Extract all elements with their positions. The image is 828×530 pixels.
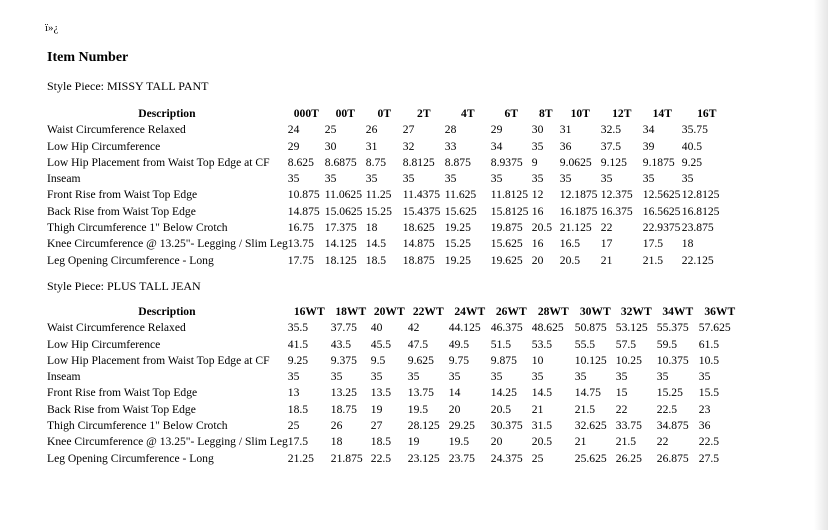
measurement-value: 17 <box>600 237 613 251</box>
measurement-value: 19 <box>370 402 383 416</box>
measurement-value: 21.5 <box>615 435 637 449</box>
measurement-value: 10.875 <box>287 188 320 202</box>
measurement-value: 19.5 <box>448 435 470 449</box>
column-header-size: 2T <box>417 107 431 120</box>
column-header-size: 18WT <box>335 305 367 318</box>
measurement-value: 29.25 <box>448 419 475 433</box>
measurement-value: 19.875 <box>490 221 523 235</box>
measurement-value: 44.125 <box>448 321 481 335</box>
measurement-value: 8.9375 <box>490 155 523 169</box>
column-header-size: 6T <box>504 107 519 120</box>
measurement-value: 12 <box>531 188 544 202</box>
measurement-value: 35.5 <box>287 321 309 335</box>
column-header-size: 12T <box>612 107 632 120</box>
table-row <box>46 171 732 187</box>
measurement-value: 49.5 <box>448 337 470 351</box>
table-row <box>46 369 741 385</box>
column-header-size: 16WT <box>293 305 325 318</box>
measurement-value: 25.625 <box>574 451 607 465</box>
measurement-value: 24 <box>287 123 300 137</box>
measurement-label: Leg Opening Circumference - Long <box>47 451 214 465</box>
measurement-value: 16.1875 <box>559 204 598 218</box>
measurement-value: 16 <box>531 237 544 251</box>
measurement-value: 15.5 <box>698 386 720 400</box>
measurement-value: 22.125 <box>681 253 714 267</box>
measurement-value: 29 <box>490 123 503 137</box>
measurement-value: 21.5 <box>574 402 596 416</box>
measurement-value: 12.1875 <box>559 188 598 202</box>
column-header-size: 0T <box>377 107 392 120</box>
measurement-value: 15.625 <box>490 237 523 251</box>
measurement-value: 31 <box>365 139 378 153</box>
table-row <box>46 418 741 434</box>
measurement-value: 12.375 <box>600 188 633 202</box>
measurement-value: 19 <box>407 435 420 449</box>
measurement-value: 55.375 <box>656 321 689 335</box>
measurement-value: 9.75 <box>448 353 470 367</box>
measurement-value: 35 <box>681 172 694 186</box>
measurement-value: 11.625 <box>444 188 477 202</box>
table-row <box>46 385 741 401</box>
measurement-value: 11.8125 <box>490 188 529 202</box>
table-row <box>46 320 741 336</box>
measurement-value: 35 <box>330 370 343 384</box>
measurement-value: 26.875 <box>656 451 689 465</box>
measurement-value: 22 <box>600 221 613 235</box>
measurement-label: Front Rise from Waist Top Edge <box>47 188 198 202</box>
measurement-value: 57.625 <box>698 321 731 335</box>
column-header-size: 000T <box>293 107 319 120</box>
table-header-row <box>46 304 741 320</box>
measurement-label: Inseam <box>47 370 81 384</box>
measurement-value: 9 <box>531 155 538 169</box>
measurement-value: 33 <box>444 139 457 153</box>
table-row <box>46 204 732 220</box>
measurement-value: 30 <box>324 139 337 153</box>
measurement-label: Inseam <box>47 172 81 186</box>
measurement-value: 26.25 <box>615 451 642 465</box>
measurement-value: 23 <box>698 402 711 416</box>
measurement-value: 50.875 <box>574 321 607 335</box>
measurement-value: 18.625 <box>402 221 435 235</box>
measurement-value: 27.5 <box>698 451 720 465</box>
measurement-value: 14.75 <box>574 386 601 400</box>
measurement-value: 35 <box>490 172 503 186</box>
measurement-value: 13.75 <box>287 237 314 251</box>
measurement-value: 13.5 <box>370 386 392 400</box>
measurement-value: 17.75 <box>287 253 314 267</box>
measurement-value: 22 <box>615 402 628 416</box>
measurement-value: 9.25 <box>287 353 309 367</box>
measurement-value: 35 <box>574 370 587 384</box>
measurement-value: 46.375 <box>490 321 523 335</box>
measurement-value: 19.25 <box>444 221 471 235</box>
table-row <box>46 220 732 236</box>
table-row <box>46 402 741 418</box>
measurement-value: 8.625 <box>287 155 314 169</box>
measurement-value: 13 <box>287 386 300 400</box>
column-header-size: 34WT <box>662 305 694 318</box>
measurement-value: 32.5 <box>600 123 622 137</box>
measurement-value: 45.5 <box>370 337 392 351</box>
measurement-value: 35 <box>615 370 628 384</box>
measurement-value: 19.625 <box>490 253 523 267</box>
measurement-value: 14 <box>448 386 461 400</box>
column-header-size: 4T <box>461 107 475 120</box>
spec-table-missy-tall-pant <box>46 106 732 269</box>
measurement-value: 15.4375 <box>402 204 441 218</box>
table-header-row <box>46 106 732 122</box>
measurement-value: 16 <box>531 204 544 218</box>
measurement-value: 21 <box>600 253 613 267</box>
measurement-value: 18.5 <box>365 253 387 267</box>
measurement-value: 10.25 <box>615 353 642 367</box>
measurement-value: 27 <box>402 123 415 137</box>
measurement-value: 36 <box>559 139 572 153</box>
measurement-value: 13.75 <box>407 386 434 400</box>
measurement-value: 42 <box>407 321 420 335</box>
measurement-value: 16.8125 <box>681 204 720 218</box>
measurement-value: 20.5 <box>490 402 512 416</box>
table-row <box>46 155 732 171</box>
measurement-value: 15.25 <box>365 204 392 218</box>
measurement-value: 11.0625 <box>324 188 363 202</box>
measurement-value: 35 <box>448 370 461 384</box>
measurement-value: 18.125 <box>324 253 357 267</box>
measurement-value: 15.0625 <box>324 204 363 218</box>
measurement-value: 16.375 <box>600 204 633 218</box>
measurement-value: 36 <box>698 419 711 433</box>
measurement-value: 35 <box>287 172 300 186</box>
measurement-label: Back Rise from Waist Top Edge <box>47 402 196 416</box>
page-edge-shadow <box>814 0 828 530</box>
measurement-value: 57.5 <box>615 337 637 351</box>
measurement-value: 26 <box>330 419 343 433</box>
column-header-size: 8T <box>539 107 553 120</box>
measurement-value: 15.25 <box>656 386 683 400</box>
style-piece-missy-tall-pant: Style Piece: MISSY TALL PANT <box>47 79 209 93</box>
measurement-value: 17.375 <box>324 221 357 235</box>
measurement-value: 20.5 <box>559 253 581 267</box>
measurement-label: Low Hip Circumference <box>47 139 161 153</box>
measurement-value: 35 <box>324 172 337 186</box>
measurement-label: Knee Circumference @ 13.25"- Legging / Slim Leg <box>47 237 288 251</box>
measurement-value: 9.1875 <box>642 155 675 169</box>
measurement-value: 14.125 <box>324 237 357 251</box>
column-header-description: Description <box>138 107 196 120</box>
measurement-value: 32 <box>402 139 415 153</box>
measurement-label: Front Rise from Waist Top Edge <box>47 386 198 400</box>
measurement-value: 18.875 <box>402 253 435 267</box>
measurement-value: 35 <box>287 370 300 384</box>
measurement-value: 13.25 <box>330 386 357 400</box>
measurement-value: 8.875 <box>444 155 471 169</box>
measurement-label: Low Hip Placement from Waist Top Edge at CF <box>47 353 270 367</box>
column-header-size: 00T <box>335 107 355 120</box>
column-header-size: 26WT <box>495 305 527 318</box>
measurement-value: 11.4375 <box>402 188 441 202</box>
measurement-value: 15.25 <box>444 237 471 251</box>
measurement-value: 9.625 <box>407 353 434 367</box>
measurement-value: 8.75 <box>365 155 387 169</box>
measurement-value: 35 <box>402 172 415 186</box>
measurement-value: 11.25 <box>365 188 392 202</box>
measurement-value: 10.5 <box>698 353 720 367</box>
measurement-value: 21.5 <box>642 253 664 267</box>
measurement-label: Back Rise from Waist Top Edge <box>47 204 196 218</box>
measurement-value: 24.375 <box>490 451 523 465</box>
measurement-value: 18.5 <box>370 435 392 449</box>
measurement-label: Thigh Circumference 1" Below Crotch <box>47 221 228 235</box>
measurement-value: 59.5 <box>656 337 678 351</box>
column-header-size: 32WT <box>620 305 652 318</box>
table-row <box>46 122 732 138</box>
measurement-value: 35 <box>531 370 544 384</box>
measurement-value: 18.75 <box>330 402 357 416</box>
measurement-value: 20 <box>531 253 544 267</box>
measurement-label: Low Hip Circumference <box>47 337 161 351</box>
measurement-value: 10.375 <box>656 353 689 367</box>
measurement-value: 31 <box>559 123 572 137</box>
measurement-value: 35 <box>656 370 669 384</box>
measurement-value: 20.5 <box>531 221 553 235</box>
measurement-value: 9.0625 <box>559 155 592 169</box>
measurement-value: 10.125 <box>574 353 607 367</box>
measurement-value: 33.75 <box>615 419 642 433</box>
measurement-value: 41.5 <box>287 337 309 351</box>
measurement-label: Leg Opening Circumference - Long <box>47 253 214 267</box>
measurement-value: 18 <box>365 221 378 235</box>
measurement-value: 43.5 <box>330 337 352 351</box>
column-header-size: 28WT <box>537 305 569 318</box>
measurement-value: 18 <box>330 435 343 449</box>
measurement-value: 8.6875 <box>324 155 357 169</box>
measurement-value: 29 <box>287 139 300 153</box>
measurement-value: 35 <box>531 139 544 153</box>
table-row <box>46 236 732 252</box>
measurement-value: 26 <box>365 123 378 137</box>
column-header-size: 30WT <box>579 305 611 318</box>
measurement-value: 20 <box>490 435 503 449</box>
measurement-value: 35 <box>444 172 457 186</box>
measurement-value: 34 <box>642 123 655 137</box>
measurement-value: 35 <box>698 370 711 384</box>
measurement-value: 22.5 <box>370 451 392 465</box>
measurement-value: 16.5625 <box>642 204 681 218</box>
encoding-artifact: ï»¿ <box>45 22 59 34</box>
column-header-size: 16T <box>697 107 717 120</box>
measurement-value: 19.25 <box>444 253 471 267</box>
spec-table-plus-tall-jean <box>46 304 741 467</box>
measurement-value: 35 <box>559 172 572 186</box>
measurement-value: 22.5 <box>698 435 720 449</box>
table-row <box>46 337 741 353</box>
measurement-value: 35.75 <box>681 123 708 137</box>
table-row <box>46 353 741 369</box>
measurement-value: 25 <box>531 451 544 465</box>
measurement-value: 35 <box>407 370 420 384</box>
measurement-value: 23.875 <box>681 221 714 235</box>
measurement-label: Waist Circumference Relaxed <box>47 321 186 335</box>
column-header-size: 20WT <box>373 305 405 318</box>
measurement-label: Waist Circumference Relaxed <box>47 123 186 137</box>
measurement-value: 18.5 <box>287 402 309 416</box>
measurement-value: 35 <box>531 172 544 186</box>
item-number-heading: Item Number <box>47 50 129 65</box>
measurement-value: 17.5 <box>642 237 664 251</box>
measurement-value: 21.25 <box>287 451 314 465</box>
measurement-value: 40.5 <box>681 139 703 153</box>
measurement-value: 17.5 <box>287 435 309 449</box>
measurement-label: Knee Circumference @ 13.25"- Legging / Slim Leg <box>47 435 288 449</box>
measurement-value: 23.75 <box>448 451 475 465</box>
measurement-value: 23.125 <box>407 451 440 465</box>
measurement-value: 37.5 <box>600 139 622 153</box>
measurement-value: 31.5 <box>531 419 553 433</box>
measurement-value: 9.25 <box>681 155 703 169</box>
measurement-value: 40 <box>370 321 383 335</box>
measurement-value: 37.75 <box>330 321 357 335</box>
measurement-value: 19.5 <box>407 402 429 416</box>
style-piece-plus-tall-jean: Style Piece: PLUS TALL JEAN <box>47 279 201 293</box>
measurement-value: 35 <box>490 370 503 384</box>
measurement-value: 22 <box>656 435 669 449</box>
measurement-value: 25 <box>287 419 300 433</box>
measurement-value: 47.5 <box>407 337 429 351</box>
measurement-value: 25 <box>324 123 337 137</box>
measurement-value: 22.9375 <box>642 221 681 235</box>
measurement-value: 30.375 <box>490 419 523 433</box>
measurement-value: 21 <box>574 435 587 449</box>
measurement-value: 12.8125 <box>681 188 720 202</box>
measurement-value: 15 <box>615 386 628 400</box>
measurement-value: 28.125 <box>407 419 440 433</box>
table-row <box>46 253 732 269</box>
measurement-value: 21 <box>531 402 544 416</box>
measurement-value: 9.5 <box>370 353 386 367</box>
measurement-label: Thigh Circumference 1" Below Crotch <box>47 419 228 433</box>
measurement-value: 39 <box>642 139 655 153</box>
table-row <box>46 451 741 467</box>
measurement-value: 18 <box>681 237 694 251</box>
measurement-value: 34 <box>490 139 503 153</box>
measurement-value: 16.75 <box>287 221 314 235</box>
measurement-value: 9.875 <box>490 353 517 367</box>
measurement-value: 28 <box>444 123 457 137</box>
column-header-description: Description <box>138 305 196 318</box>
measurement-value: 27 <box>370 419 383 433</box>
measurement-value: 21.875 <box>330 451 363 465</box>
measurement-value: 10 <box>531 353 544 367</box>
column-header-size: 10T <box>570 107 590 120</box>
measurement-value: 16.5 <box>559 237 581 251</box>
measurement-value: 35 <box>370 370 383 384</box>
measurement-value: 32.625 <box>574 419 607 433</box>
measurement-value: 12.5625 <box>642 188 681 202</box>
column-header-size: 22WT <box>412 305 444 318</box>
measurement-value: 22.5 <box>656 402 678 416</box>
measurement-value: 15.8125 <box>490 204 529 218</box>
measurement-value: 15.625 <box>444 204 477 218</box>
measurement-value: 53.125 <box>615 321 648 335</box>
measurement-value: 20.5 <box>531 435 553 449</box>
measurement-value: 48.625 <box>531 321 564 335</box>
measurement-value: 51.5 <box>490 337 512 351</box>
measurement-value: 30 <box>531 123 544 137</box>
column-header-size: 14T <box>652 107 672 120</box>
measurement-value: 35 <box>365 172 378 186</box>
measurement-value: 35 <box>600 172 613 186</box>
measurement-value: 14.875 <box>402 237 435 251</box>
measurement-value: 14.875 <box>287 204 320 218</box>
measurement-value: 53.5 <box>531 337 553 351</box>
table-row <box>46 187 732 203</box>
column-header-size: 24WT <box>454 305 486 318</box>
measurement-value: 9.375 <box>330 353 357 367</box>
measurement-value: 35 <box>642 172 655 186</box>
measurement-value: 14.5 <box>531 386 553 400</box>
measurement-value: 14.25 <box>490 386 517 400</box>
measurement-value: 20 <box>448 402 461 416</box>
measurement-value: 61.5 <box>698 337 720 351</box>
measurement-value: 34.875 <box>656 419 689 433</box>
measurement-value: 55.5 <box>574 337 596 351</box>
table-row <box>46 139 732 155</box>
table-row <box>46 434 741 450</box>
measurement-label: Low Hip Placement from Waist Top Edge at CF <box>47 155 270 169</box>
measurement-value: 14.5 <box>365 237 387 251</box>
measurement-value: 8.8125 <box>402 155 435 169</box>
column-header-size: 36WT <box>704 305 736 318</box>
measurement-value: 9.125 <box>600 155 627 169</box>
measurement-value: 21.125 <box>559 221 592 235</box>
